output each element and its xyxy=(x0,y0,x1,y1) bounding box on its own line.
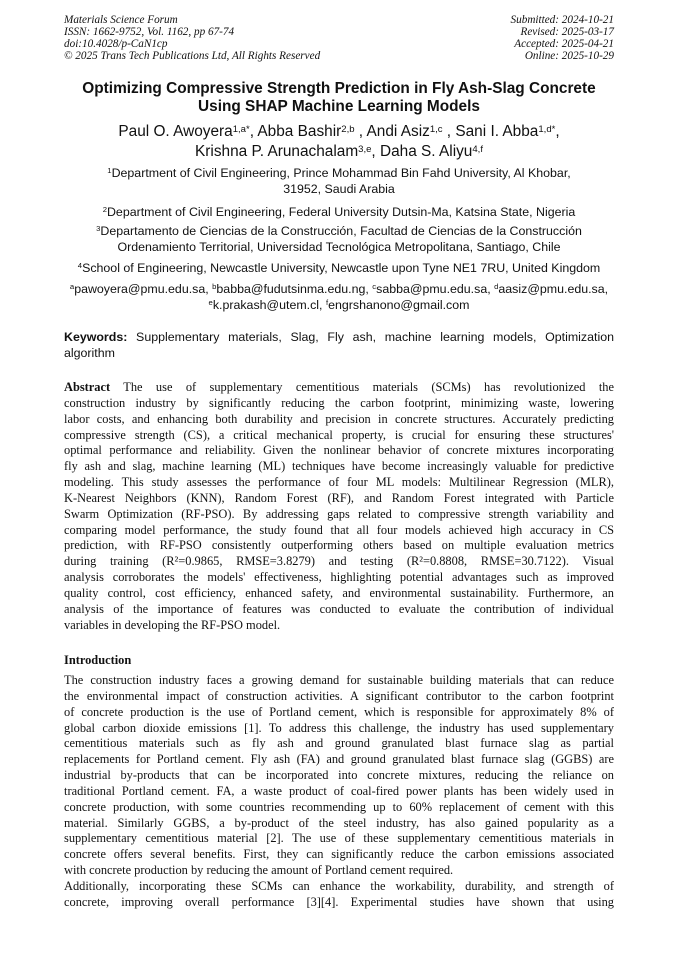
text-line: traditional Portland cement. FA, a waste product of coal-fired power plants has been widely used in xyxy=(64,783,614,798)
author-name: Abba Bashir xyxy=(257,123,342,140)
keywords-label: Keywords: xyxy=(64,330,128,344)
author-affiliation-mark: 4,f xyxy=(472,144,483,155)
email-address: k.prakash@utem.cl, xyxy=(212,298,326,312)
author-affiliation-mark: 3,e xyxy=(358,144,372,155)
separator: , xyxy=(371,143,380,160)
text-line: analysis corroborates the models' effectiveness, highlighting potential advantages such as improved xyxy=(64,570,614,585)
author-name: Andi Asiz xyxy=(366,123,430,140)
doi: doi:10.4028/p-CaN1cp xyxy=(64,38,168,50)
author-affiliation-mark: 1,a* xyxy=(232,124,250,135)
text-line: fly ash and slag, machine learning (ML) techniques have become increasingly valuable for predictive xyxy=(64,459,614,474)
text-line: K-Nearest Neighbors (KNN), Random Forest (RF), and Random Forest integrated with Particle xyxy=(64,490,614,505)
affiliation-text: Ordenamiento Territorial, Universidad Tecnológica Metropolitana, Santiago, Chile xyxy=(117,240,561,254)
text-line: comparing model performance, the study found that all four models achieved high accuracy in CS xyxy=(64,522,614,537)
text-line: prediction, with RF-PSO consistently outperforming others based on multiple evaluation metrics xyxy=(64,538,614,553)
affiliation-text: Department of Civil Engineering, Federal University Dutsin-Ma, Katsina State, Nigeria xyxy=(106,205,576,219)
abstract-label: Abstract xyxy=(64,380,111,394)
author-name: Daha S. Aliyu xyxy=(379,143,473,160)
introduction-body xyxy=(64,673,614,911)
email-address: babba@fudutsinma.edu.ng, xyxy=(216,282,373,296)
affiliation-mark: 3 xyxy=(96,224,101,233)
text-line: Additionally, incorporating these SCMs can enhance the workability, durability, and strength of xyxy=(64,878,614,893)
text-line: concrete production, with some countries recommending up to 60% replacement of cement with this xyxy=(64,799,614,814)
email-address: sabba@pmu.edu.sa, xyxy=(376,282,495,296)
revised-date: Revised: 2025-03-17 xyxy=(520,26,614,38)
abstract xyxy=(64,380,614,634)
email-address: pawoyera@pmu.edu.sa, xyxy=(74,282,213,296)
text-line: with concrete production by reducing the amount of Portland cement required. xyxy=(64,863,454,878)
affiliation-mark: 2 xyxy=(102,205,107,214)
affiliation-3 xyxy=(40,223,638,255)
text-line: quality control, cost efficiency, enhanced safety, and environmental sustainability. Furthermore, an xyxy=(64,585,614,600)
text-line: concrete offers several benefits. First, they can significantly reduce the carbon emissions associated xyxy=(64,847,614,862)
journal-info xyxy=(64,14,320,62)
submitted-date: Submitted: 2024-10-21 xyxy=(510,14,614,26)
paper-title xyxy=(40,80,638,116)
text-line: analysis of the importance of features was conducted to evaluate the contribution of individual xyxy=(64,601,614,616)
text-line: labor costs, and enhancing both durability and precision in concrete structures. Accurately predicting xyxy=(64,411,614,426)
separator: , xyxy=(442,123,456,140)
text-line: variables in developing the RF-PSO model. xyxy=(64,617,281,632)
keywords xyxy=(64,329,614,361)
title-line: Using SHAP Machine Learning Models xyxy=(198,98,480,115)
author-list xyxy=(40,122,638,162)
text-line: concrete, improving overall performance [3][4]. Experimental studies have shown that using xyxy=(64,894,614,909)
email-mark: b xyxy=(212,282,217,291)
author-emails xyxy=(40,281,638,313)
separator: , xyxy=(555,123,560,140)
text-line: cementitious materials such as fly ash and ground granulated blast furnace slag as partial xyxy=(64,736,614,751)
text-line: compressive strength (CS), a critical mechanical property, is crucial for ensuring these structures' xyxy=(64,427,614,442)
affiliation-1 xyxy=(40,165,638,197)
affiliation-text: 31952, Saudi Arabia xyxy=(283,182,395,196)
author-name: Krishna P. Arunachalam xyxy=(195,143,359,160)
text-line: Swarm Optimization (RF-PSO). By addressing gaps related to compressive strength variability and xyxy=(64,506,614,521)
text-line: replacements for Portland cement. Fly ash (FA) and ground granulated blast furnace slag (GGBS) are xyxy=(64,752,614,767)
text-line: industrial by-products that can be incorporated into concrete mixtures, reducing the reliance on xyxy=(64,768,614,783)
issn-volume: ISSN: 1662-9752, Vol. 1162, pp 67-74 xyxy=(64,26,235,38)
email-mark: c xyxy=(372,282,377,291)
text-line: supplementary cementitious material [2]. The use of these supplementary cementitious materials in xyxy=(64,831,614,846)
author-name: Sani I. Abba xyxy=(455,123,539,140)
email-mark: d xyxy=(494,282,499,291)
separator: , xyxy=(249,123,258,140)
author-affiliation-mark: 2,b xyxy=(341,124,355,135)
text-line: material. Similarly GGBS, a by-product of the steel industry, has also gained popularity as a xyxy=(64,815,614,830)
text-line: the environmental impact of construction activities. A significant contributor to the carbon footprint xyxy=(64,688,614,703)
text-line: Abstract The use of supplementary cementitious materials (SCMs) has revolutionized the xyxy=(64,380,614,394)
accepted-date: Accepted: 2025-04-21 xyxy=(514,38,614,50)
affiliation-text: Department of Civil Engineering, Prince Mohammad Bin Fahd University, Al Khobar, xyxy=(111,166,571,180)
author-affiliation-mark: 1,c xyxy=(429,124,443,135)
title-line: Optimizing Compressive Strength Prediction in Fly Ash-Slag Concrete xyxy=(82,80,596,97)
email-address: aasiz@pmu.edu.sa, xyxy=(498,282,609,296)
text-line: The construction industry faces a growing demand for sustainable building materials that can reduce xyxy=(64,673,614,687)
online-date: Online: 2025-10-29 xyxy=(524,50,614,62)
author-name: Paul O. Awoyera xyxy=(118,123,233,140)
affiliation-text: Departamento de Ciencias de la Construcción, Facultad de Ciencias de la Construcción xyxy=(100,224,582,238)
publication-dates xyxy=(511,14,614,62)
text-line: optimal performance and reliability. Given the nonlinear behavior of concrete mixtures incorporating xyxy=(64,443,614,458)
section-heading-introduction: Introduction xyxy=(64,653,132,667)
text-line: modeling. This study assesses the performance of four ML models: Multilinear Regression (MLR), xyxy=(64,475,614,490)
email-mark: f xyxy=(325,298,329,307)
author-affiliation-mark: 1,d* xyxy=(538,124,556,135)
email-mark: e xyxy=(208,298,213,307)
text-line: construction industry by significantly reducing the carbon footprint, minimizing waste, lowering xyxy=(64,395,614,410)
separator: , xyxy=(354,123,367,140)
email-mark: a xyxy=(69,282,75,291)
affiliation-text: School of Engineering, Newcastle University, Newcastle upon Tyne NE1 7RU, United Kingdom xyxy=(82,261,601,275)
email-address: engrshanono@gmail.com xyxy=(328,298,470,312)
text-line: global carbon dioxide emissions [1]. To address this challenge, the industry has used supplementary xyxy=(64,720,614,735)
affiliation-2 xyxy=(40,204,638,220)
affiliation-mark: 1 xyxy=(107,166,112,175)
journal-name: Materials Science Forum xyxy=(64,14,178,26)
copyright: © 2025 Trans Tech Publications Ltd, All Rights Reserved xyxy=(64,50,321,62)
text-line: during training (R²=0.9865, RMSE=3.8279) and testing (R²=0.8808, RMSE=30.7122). Visual xyxy=(64,554,614,569)
affiliation-4 xyxy=(40,260,638,276)
text-line: of concrete production is the use of Portland cement, which is responsible for approximately 8% of xyxy=(64,704,614,719)
keywords-text: Supplementary materials, Slag, Fly ash, machine learning models, Optimization algorithm xyxy=(64,330,614,360)
affiliation-mark: 4 xyxy=(77,261,83,270)
